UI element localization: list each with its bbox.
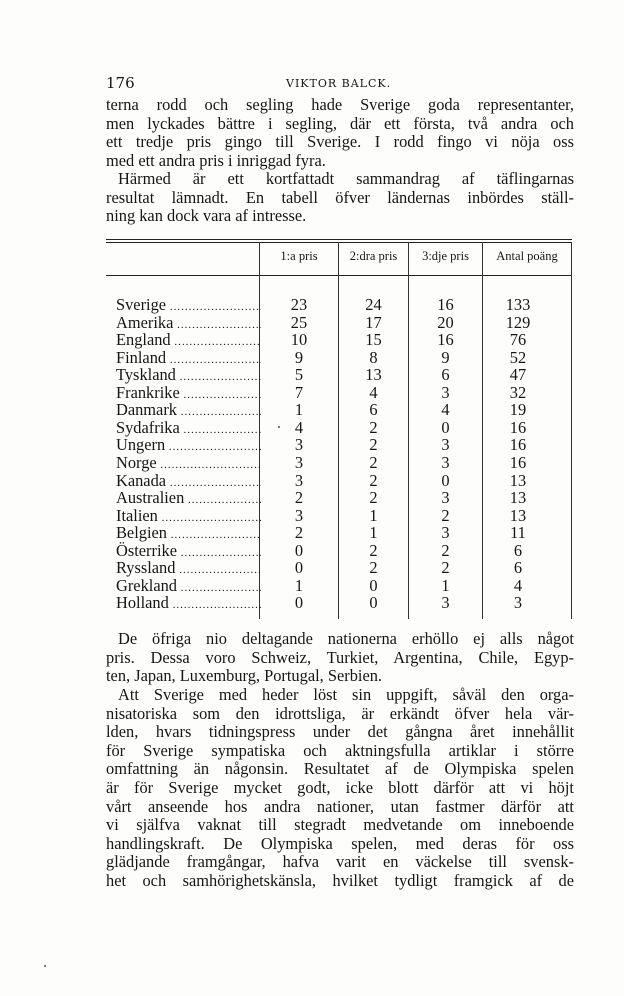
cell-third: 20 [437,313,454,332]
paragraph-4 [106,686,574,891]
text-line: De öfriga nio deltagande nationerna erhöllo ej alls något [118,629,574,648]
cell-third: 2 [441,541,450,560]
cell-first: 0 [294,593,304,612]
text-line: handlingskraft. De Olympiska spelen, med deras för oss [106,833,574,853]
column-header-third: 3:dje pris [422,249,469,263]
cell-third: 3 [441,383,450,402]
cell-points: 129 [505,313,531,332]
text-line: med ett andra pris i inriggad fyra. [106,150,326,170]
text-line: ett tredje pris gingo till Sverige. I rodd fingo vi nöja oss [106,132,574,152]
text-line: men lyckades bättre i segling, där ett första, två andra och [106,113,574,133]
cell-points: 47 [509,365,527,384]
page-header [106,74,576,92]
cell-second: 4 [369,383,378,402]
paragraph-3 [106,630,574,686]
cell-third: 3 [441,593,450,612]
country-name: Sverige ..... [116,296,261,316]
text-line: glädjande framgångar, hafva varit en väckelse till svensk- [106,852,574,872]
text-line: pris. Dessa voro Schweiz, Turkiet, Argentina, Chile, Egyp- [106,647,574,667]
cell-points: 11 [510,523,526,542]
country-name: Frankrike ..... [116,384,261,404]
text-line: Härmed är ett kortfattadt sammandrag af täflingarnas [118,169,574,188]
country-name: Ryssland ..... [116,559,261,579]
cell-third: 6 [441,365,450,384]
cell-second: 2 [369,435,378,454]
cell-points: 6 [513,558,523,577]
text-line: är för Sverige mycket godt, icke blott därför att vi höjt [106,777,574,797]
cell-second: 2 [369,541,378,560]
cell-third: 2 [441,558,450,577]
country-name: Holland ..... [116,594,261,614]
cell-first: 9 [294,348,304,367]
country-name: Danmark ..... [116,401,261,421]
cell-second: 13 [365,365,382,384]
cell-points: 6 [513,541,523,560]
country-name: Australien ..... [116,489,261,509]
cell-second: 2 [369,453,378,472]
cell-first: 3 [294,506,304,525]
cell-first: 3 [294,471,304,490]
cell-second: 2 [369,471,378,490]
cell-third: 3 [441,488,450,507]
country-name: England ..... [116,331,261,351]
cell-third: 16 [437,330,454,349]
text-line: lden, hvars tidningspress under det gångna året innehållit [106,722,574,742]
cell-first: 2 [294,488,304,507]
print-speck [278,426,280,428]
print-speck [44,965,46,967]
cell-points: 76 [509,330,527,349]
cell-third: 3 [441,453,450,472]
column-header-points: Antal poäng [496,249,558,263]
column-header-second: 2:dra pris [349,249,398,263]
cell-third: 3 [441,523,450,542]
country-name: Sydafrika ..... [116,419,261,439]
cell-points: 32 [509,383,527,402]
country-name: Finland ..... [116,349,261,369]
cell-second: 6 [369,400,378,419]
cell-points: 52 [509,348,527,367]
cell-third: 3 [441,435,450,454]
column-header-first: 1:a pris [280,249,318,263]
cell-third: 2 [441,506,450,525]
cell-third: 0 [441,418,450,437]
cell-points: 16 [509,418,527,437]
table-rule [106,242,572,243]
country-name: Österrike ..... [116,542,261,562]
cell-third: 1 [441,576,450,595]
country-name: Tyskland ..... [116,366,261,386]
cell-points: 13 [509,471,527,490]
cell-first: 1 [294,576,304,595]
cell-first: 3 [294,453,304,472]
cell-first: 2 [294,523,304,542]
cell-points: 16 [509,435,527,454]
paragraph-2 [106,170,574,226]
cell-second: 2 [369,488,378,507]
text-line: Att Sverige med heder löst sin uppgift, såväl den orga- [118,685,574,704]
cell-second: 8 [369,348,378,367]
text-line: ning kan dock vara af intresse. [106,206,307,226]
cell-first: 7 [294,383,304,402]
cell-first: 23 [290,295,308,314]
country-name: Ungern ..... [116,436,261,456]
cell-points: 4 [513,576,523,595]
country-name: Italien ..... [116,507,261,527]
cell-second: 1 [369,523,378,542]
cell-second: 2 [369,418,378,437]
cell-points: 13 [509,506,527,525]
cell-first: 4 [294,418,304,437]
cell-second: 0 [369,576,378,595]
text-line: terna rodd och segling hade Sverige goda representanter, [106,95,574,114]
cell-points: 133 [505,295,531,314]
cell-first: 0 [294,558,304,577]
cell-third: 0 [441,471,450,490]
cell-third: 4 [441,400,450,419]
text-line: omfattning än någonsin. Resultatet af de Olympiska spelen [106,759,574,779]
cell-first: 10 [290,330,308,349]
cell-first: 0 [294,541,304,560]
country-name: Amerika ..... [116,314,261,334]
cell-second: 0 [369,593,378,612]
cell-second: 17 [365,313,382,332]
cell-second: 24 [365,295,382,314]
cell-points: 13 [509,488,527,507]
country-name: Grekland ..... [116,577,261,597]
text-line: vi själfva vaknat till stegradt medvetande om inneboende [106,815,574,835]
text-line: nisatoriska som den idrottsliga, är erkändt öfver hela vär- [106,703,574,723]
cell-points: 16 [509,453,527,472]
cell-third: 9 [441,348,450,367]
cell-points: 3 [513,593,523,612]
cell-points: 19 [509,400,527,419]
cell-second: 15 [365,330,382,349]
country-name: Norge ..... [116,454,261,474]
paragraph-1 [106,96,574,170]
text-line: resultat lämnadt. En tabell öfver ländernas inbördes ställ- [106,187,574,207]
cell-first: 3 [294,435,304,454]
text-line: för Sverige sympatiska och aktningsfulla artiklar i större [106,740,574,760]
running-head: VIKTOR BALCK. [286,77,392,90]
text-line: vårt anseende hos andra nationer, utan fastmer därför att [106,796,574,816]
text-line: het och samhörighetskänsla, hvilket tydligt framgick af de [106,870,574,890]
column-divider [571,242,572,619]
text-line: ten, Japan, Luxemburg, Portugal, Serbien. [106,666,383,686]
table-header-rule [106,275,572,276]
table-rule [106,239,572,240]
cell-third: 16 [437,295,454,314]
results-table [106,239,572,619]
cell-first: 5 [294,365,304,384]
cell-first: 1 [294,400,304,419]
cell-second: 2 [369,558,378,577]
country-name: Kanada ..... [116,472,261,492]
page-number: 176 [106,74,135,92]
country-name: Belgien ..... [116,524,261,544]
cell-second: 1 [369,506,378,525]
cell-first: 25 [290,313,308,332]
